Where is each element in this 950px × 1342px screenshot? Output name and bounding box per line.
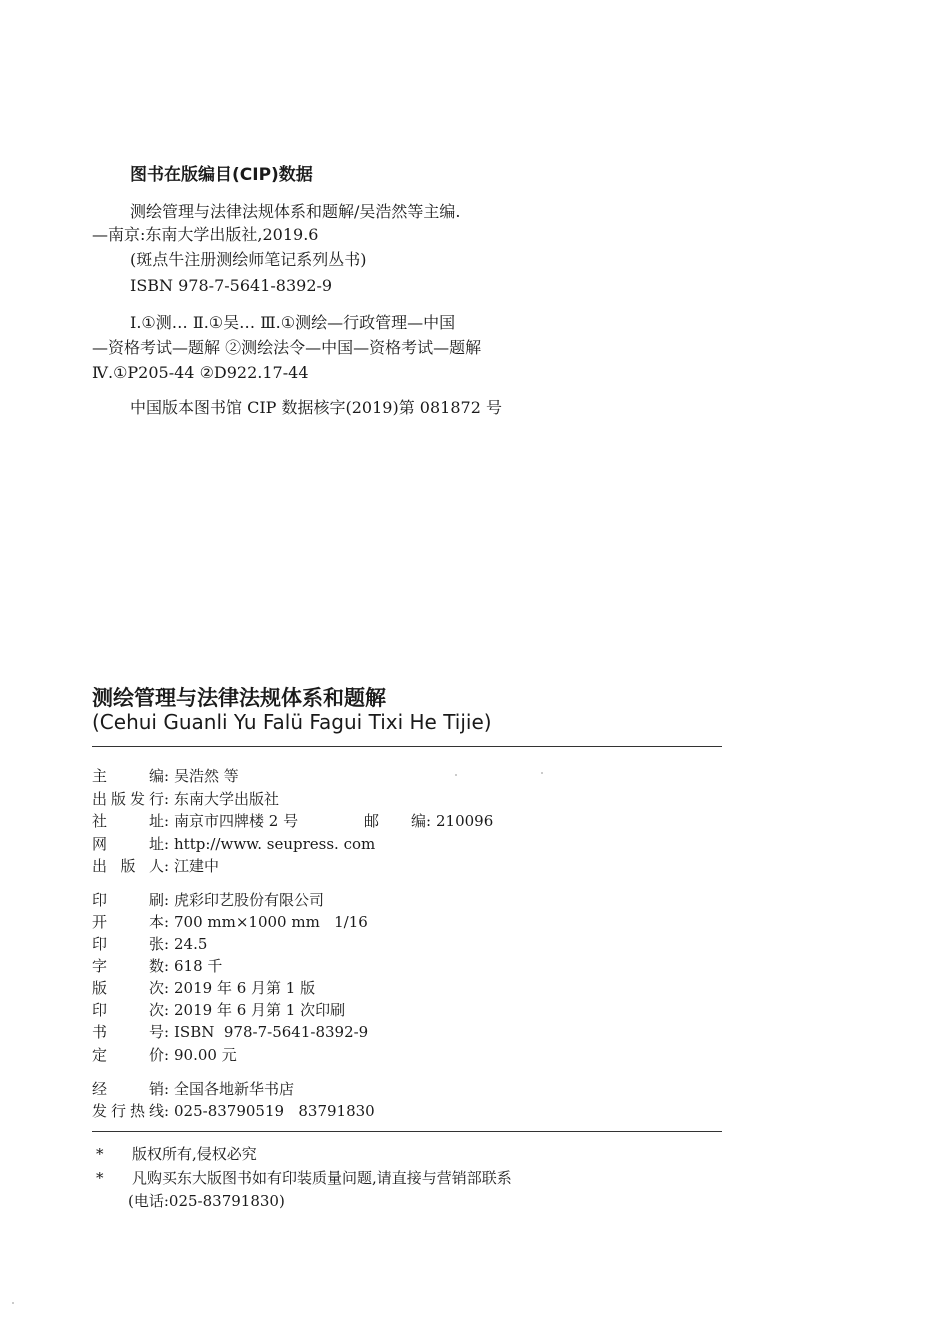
colon: : bbox=[164, 1046, 170, 1064]
note-text: (电话:025-83791830) bbox=[128, 1192, 285, 1210]
info-row-hotline bbox=[92, 1101, 375, 1121]
info-row-sheets bbox=[92, 934, 207, 954]
scan-speck bbox=[12, 1302, 14, 1304]
book-title: 测绘管理与法律法规体系和题解 bbox=[92, 686, 386, 710]
colon: : bbox=[164, 1102, 170, 1120]
colon: : bbox=[164, 979, 170, 997]
cip-line-classification-1: Ⅰ.①测… Ⅱ.①吴… Ⅲ.①测绘—行政管理—中国 bbox=[130, 313, 456, 332]
note-copyright bbox=[92, 1144, 257, 1164]
info-row-editor bbox=[92, 766, 239, 786]
info-row-seller bbox=[92, 1079, 294, 1099]
colon: : bbox=[164, 1080, 170, 1098]
note-text: 凡购买东大版图书如有印装质量问题,请直接与营销部联系 bbox=[132, 1169, 512, 1187]
info-value: 618 千 bbox=[174, 957, 223, 975]
colon: : bbox=[426, 812, 432, 830]
info-value: 2019 年 6 月第 1 版 bbox=[174, 979, 316, 997]
colon: : bbox=[164, 767, 170, 785]
colon: : bbox=[164, 935, 170, 953]
info-value: 24.5 bbox=[174, 935, 208, 953]
info-row-printer bbox=[92, 890, 324, 910]
info-label: 社址 bbox=[92, 812, 164, 830]
info-value: 吴浩然 等 bbox=[174, 767, 239, 785]
scan-speck bbox=[541, 772, 543, 774]
divider-top bbox=[92, 746, 722, 747]
info-value: 90.00 元 bbox=[174, 1046, 237, 1064]
cip-line-series: (斑点牛注册测绘师笔记系列丛书) bbox=[130, 250, 367, 269]
note-text: 版权所有,侵权必究 bbox=[132, 1145, 257, 1163]
info-label: 主编 bbox=[92, 767, 164, 785]
info-row-isbn bbox=[92, 1022, 368, 1042]
colon: : bbox=[164, 891, 170, 909]
info-label: 印次 bbox=[92, 1001, 164, 1019]
info-label: 字数 bbox=[92, 957, 164, 975]
info-row-edition bbox=[92, 978, 315, 998]
info-label: 定价 bbox=[92, 1046, 164, 1064]
divider-bottom bbox=[92, 1131, 722, 1132]
colon: : bbox=[164, 1023, 170, 1041]
info-value: 全国各地新华书店 bbox=[174, 1080, 295, 1098]
cip-line-data-number: 中国版本图书馆 CIP 数据核字(2019)第 081872 号 bbox=[130, 398, 502, 417]
asterisk: * bbox=[96, 1145, 104, 1163]
info-label: 版次 bbox=[92, 979, 164, 997]
info-label-postal: 邮编 bbox=[364, 812, 426, 830]
colon: : bbox=[164, 1001, 170, 1019]
asterisk: * bbox=[96, 1169, 104, 1187]
info-row-website bbox=[92, 834, 375, 854]
info-label: 开本 bbox=[92, 913, 164, 931]
info-row-distributor bbox=[92, 789, 279, 809]
cip-line-title: 测绘管理与法律法规体系和题解/吴浩然等主编. bbox=[130, 202, 461, 221]
note-quality bbox=[92, 1168, 512, 1188]
info-row-printing bbox=[92, 1000, 345, 1020]
info-value: ISBN 978-7-5641-8392-9 bbox=[174, 1023, 369, 1041]
info-row-publisher-person bbox=[92, 856, 219, 876]
info-value: 700 mm×1000 mm 1/16 bbox=[174, 913, 368, 931]
colon: : bbox=[164, 812, 170, 830]
colon: : bbox=[164, 857, 170, 875]
info-value: 2019 年 6 月第 1 次印刷 bbox=[174, 1001, 346, 1019]
info-row-address bbox=[92, 811, 493, 831]
info-row-format bbox=[92, 912, 368, 932]
colon: : bbox=[164, 913, 170, 931]
info-label: 经销 bbox=[92, 1080, 164, 1098]
note-phone bbox=[128, 1191, 285, 1211]
colon: : bbox=[164, 957, 170, 975]
info-label: 出版人 bbox=[92, 857, 164, 875]
cip-title: 图书在版编目(CIP)数据 bbox=[130, 165, 313, 185]
cip-line-isbn: ISBN 978-7-5641-8392-9 bbox=[130, 276, 333, 295]
info-value: 江建中 bbox=[174, 857, 220, 875]
info-value: 虎彩印艺股份有限公司 bbox=[174, 891, 325, 909]
cip-line-classification-2: —资格考试—题解 ②测绘法令—中国—资格考试—题解 bbox=[92, 338, 482, 357]
colon: : bbox=[164, 835, 170, 853]
info-label: 印刷 bbox=[92, 891, 164, 909]
info-value-postal: 210096 bbox=[436, 812, 494, 830]
info-value: 东南大学出版社 bbox=[174, 790, 280, 808]
info-label: 书号 bbox=[92, 1023, 164, 1041]
info-row-price bbox=[92, 1045, 237, 1065]
info-label: 印张 bbox=[92, 935, 164, 953]
cip-line-publisher: —南京:东南大学出版社,2019.6 bbox=[92, 225, 319, 244]
info-value: 025-83790519 83791830 bbox=[174, 1102, 375, 1120]
book-title-pinyin: (Cehui Guanli Yu Falü Fagui Tixi He Tijie) bbox=[92, 710, 492, 734]
info-label: 出版发行 bbox=[92, 790, 164, 808]
cip-line-classification-3: Ⅳ.①P205-44 ②D922.17-44 bbox=[92, 363, 309, 382]
scan-speck bbox=[455, 774, 457, 776]
info-row-word-count bbox=[92, 956, 222, 976]
info-value: 南京市四牌楼 2 号 bbox=[174, 812, 299, 830]
colon: : bbox=[164, 790, 170, 808]
info-label: 网址 bbox=[92, 835, 164, 853]
info-label: 发行热线 bbox=[92, 1102, 164, 1120]
info-value: http://www. seupress. com bbox=[174, 835, 376, 853]
